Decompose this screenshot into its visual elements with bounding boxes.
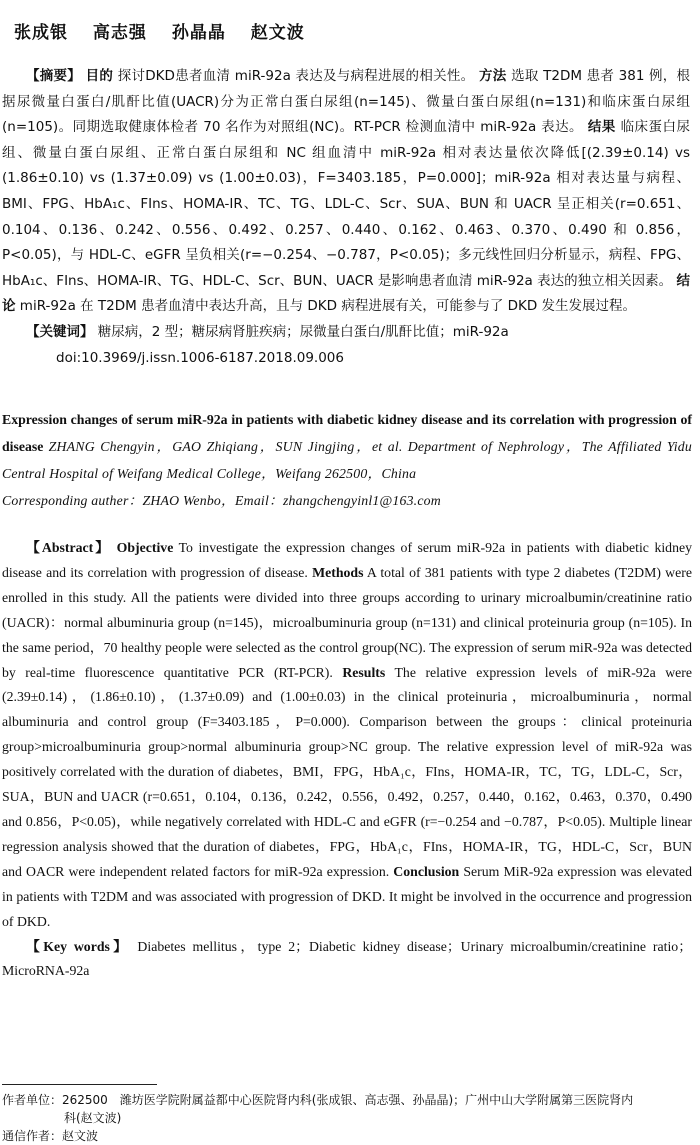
abstract-label: 【Abstract】 [26,540,112,555]
objective-label: 目的 [85,68,114,84]
conclusion-text: Serum MiR-92a expression was elevated in patients with T2DM and was associated with progression of DKD. It might be involved in the occurrence and progression of DKD. [2,863,693,929]
keywords-label: 【Key words】 [26,938,131,954]
results-text: 临床蛋白尿组、微量白蛋白尿组、正常白蛋白尿组和 NC 组血清中 miR-92a 相对表达量依次降低[(2.39±0.14) vs (1.86±0.10) vs (1.37±0.09) vs (1.00±0.03)，F=3403.185，P=0.000]；miR-92a 相对表达量与病程、BMI、FPG、HbA₁c、FIns、HOMA-IR、TC、TG、LDL-C、Scr、SUA、BUN 和 UACR 呈正相关(r=0.651、0.104、0.136、0.242、0.556、0.492、0.257、0.440、0.162、0.463、0.370、0.490 和 0.856，P<0.05)，与 HDL-C、eGFR 呈负相关(r=−0.254、−0.787，P<0.05)；多元线性回归分析显示，病程、FPG、HbA₁c、FIns、HOMA-IR、TG、HDL-C、Scr、BUN、UACR 是影响患者血清 miR-92a 表达的独立相关因素。 [2,119,691,289]
methods-label: 方法 [478,68,507,84]
corresponding-author-en: Corresponding auther：ZHAO Wenbo，Email：zhangchengyinl1@163.com [2,493,441,508]
conclusion-text: miR-92a 在 T2DM 患者血清中表达升高，且与 DKD 病程进展有关，可能参与了 DKD 发生发展过程。 [19,298,637,315]
results-label: 结果 [587,119,616,136]
methods-text: A total of 381 patients with type 2 diabetes (T2DM) were enrolled in this study. All the patients were divided into three groups according to urinary microalbumin/creatinine ratio (UACR)：normal albuminuria group (n=145)，microalbuminuria group (n=131) and clinical proteinuria group (n=105). In the same period，70 healthy people were selected as the control group(NC). The expression of serum miR-92a was detected by real-time fluorescence quantitative PCR (RT-PCR). [2,564,692,680]
keywords-text: Diabetes mellitus，type 2；Diabetic kidney disease；Urinary microalbumin/creatinine ratio；MicroRNA-92a [2,938,692,979]
doi: doi:10.3969/j.issn.1006-6187.2018.09.006 [56,349,344,366]
chinese-keywords [2,320,690,346]
english-title-block [2,406,692,514]
author-name: 张成银 [14,23,68,43]
objective-text: To investigate the expression changes of serum miR-92a in patients with diabetic kidney disease and its correlation with progression of disease. [2,540,692,580]
author-name: 高志强 [92,23,147,43]
english-authors: ZHANG Chengyin，GAO Zhiqiang，SUN Jingjing，et al. [48,439,403,454]
author-name: 孙晶晶 [171,23,226,43]
chinese-author-list [14,18,323,43]
chinese-abstract [2,64,690,371]
english-abstract [2,536,692,984]
methods-text: 选取 T2DM 患者 381 例，根据尿微量白蛋白/肌酐比值(UACR)分为正常白蛋白尿组(n=145)、微量白蛋白尿组(n=131)和临床蛋白尿组(n=105)。同期选取健康体检者 70 名作为对照组(NC)。RT-PCR 检测血清中 miR-92a 表达。 [2,68,691,136]
footnote-divider [2,1084,157,1085]
author-affiliation-note-continued: 科(赵文波) [64,1111,122,1125]
author-name: 赵文波 [250,23,305,43]
author-affiliation-note: 作者单位：262500 潍坊医学院附属益都中心医院肾内科(张成银、高志强、孙晶晶)；广州中山大学附属第三医院肾内 [2,1093,634,1107]
abstract-label: 【摘要】 [26,68,82,84]
methods-label: Methods [312,564,364,580]
english-abstract-body [2,536,692,935]
keywords-text: 糖尿病，2 型；糖尿病肾脏疾病；尿微量白蛋白/肌酐比值；miR-92a [97,323,509,340]
objective-label: Objective [116,540,174,555]
conclusion-label: 结论 [2,272,690,315]
results-text: The relative expression levels of miR-92a were (2.39±0.14)，(1.86±0.10)，(1.37±0.09) and (1.00±0.03) in the clinical proteinuria，microalbuminuria，normal albuminuria and control group (F=3403.185，P=0.000). Comparison between the groups：clinical proteinuria group>microalbuminuria group>normal albuminuria group>NC group. The relative expression level of miR-92a was positively correlated with the duration of diabetes，BMI，FPG，HbA₁c，FIns，HOMA-IR，TC，TG，LDL-C，Scr，SUA，BUN and UACR (r=0.651，0.104，0.136，0.242，0.556，0.492，0.257，0.440，0.162，0.463，0.370，0.490 and 0.856，P<0.05)，while negatively correlated with HDL-C and eGFR (r=−0.254 and −0.787，P<0.05). Multiple linear regression analysis showed that the duration of diabetes，FPG，HbA₁c，FIns，HOMA-IR，TG，HDL-C，Scr，BUN and OACR were independent related factors for miR-92a expression. [2,664,693,879]
results-label: Results [342,664,386,680]
objective-text: 探讨DKD患者血清 miR-92a 表达及与病程进展的相关性。 [117,68,475,84]
english-keywords [2,935,692,985]
chinese-abstract-body [2,64,690,320]
footnotes [2,1091,692,1145]
english-title: Expression changes of serum miR-92a in patients with diabetic kidney disease and its correlation with progression of disease [2,412,692,454]
english-affiliation: Department of Nephrology，The Affiliated Yidu Central Hospital of Weifang Medical College，Weifang 262500，China [2,439,692,481]
conclusion-label: Conclusion [393,863,460,879]
keywords-label: 【关键词】 [26,323,94,340]
corresponding-author-note: 通信作者：赵文波 [2,1129,99,1143]
